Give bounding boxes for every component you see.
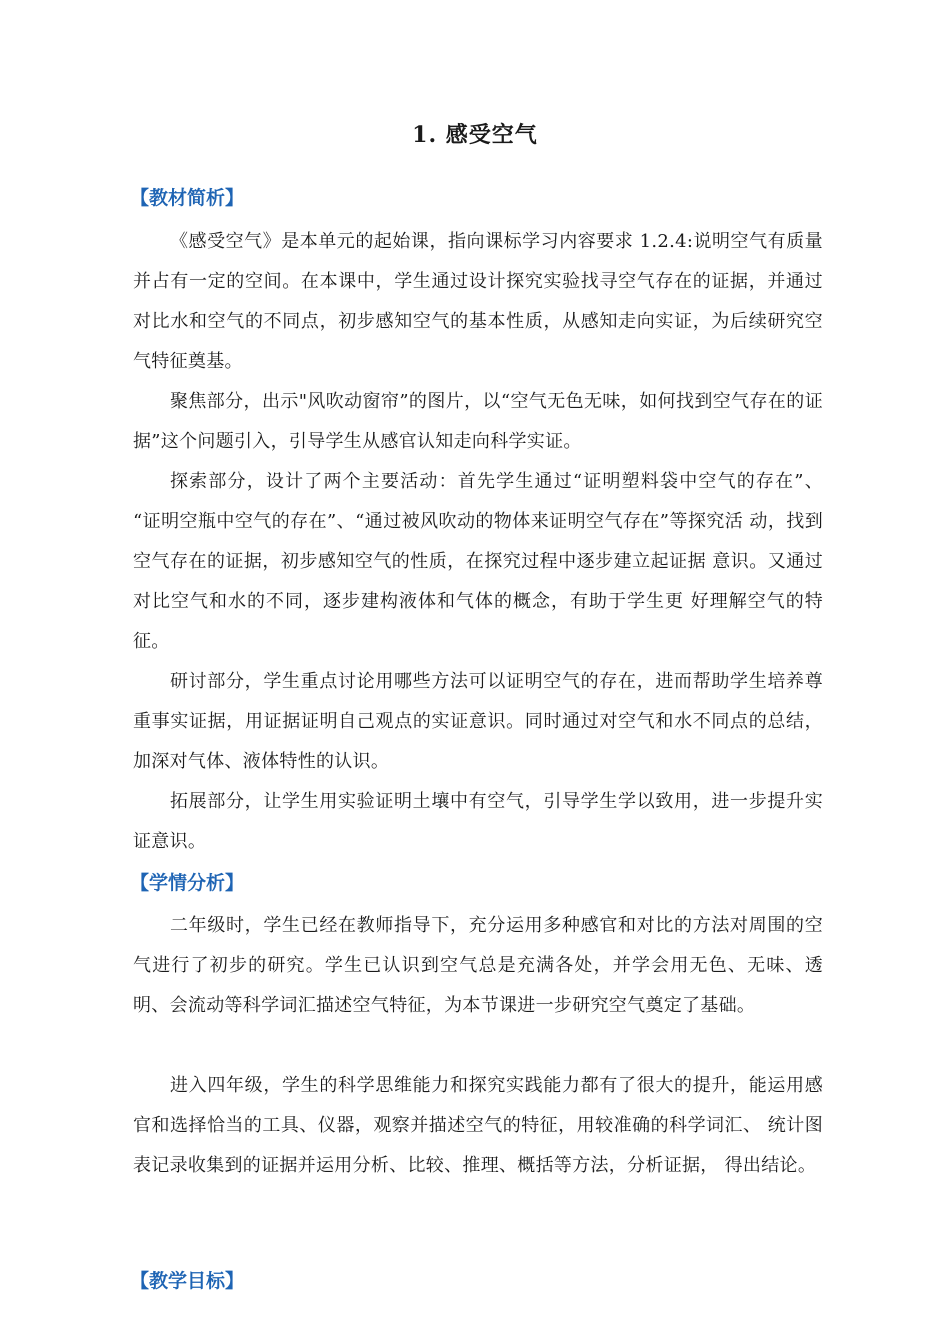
paragraph: 聚焦部分，出示"风吹动窗帘”的图片，以“空气无色无味，如何找到空气存在的证据”这个问题引入，引导学生从感官认知走向科学实证。 [133,391,823,452]
paragraph: 二年级时，学生已经在教师指导下，充分运用多种感官和对比的方法对周围的空气进行了初步的研究。学生已认识到空气总是充满各处，并学会用无色、无味、透明、会流动等科学词汇描述空气特征，为本节课进一步研究空气奠定了基础。 [133,915,823,1016]
section-heading-student-analysis: 【学情分析】 [130,872,245,894]
section-heading-teaching-goals: 【教学目标】 [130,1270,245,1292]
paragraph: 进入四年级，学生的科学思维能力和探究实践能力都有了很大的提升，能运用感官和选择恰当的工具、仪器，观察并描述空气的特征，用较准确的科学词汇、 统计图表记录收集到的证据并运用分析、比较、推理、概括等方法，分析证据， 得出结论。 [133,1075,823,1176]
paragraph: 《感受空气》是本单元的起始课，指向课标学习内容要求 1.2.4:说明空气有质量并占有一定的空间。在本课中，学生通过设计探究实验找寻空气存在的证据，并通过对比水和空气的不同点，初步感知空气的基本性质，从感知走向实证，为后续研究空气特征奠基。 [133,231,823,372]
paragraph: 探索部分，设计了两个主要活动：首先学生通过“证明塑料袋中空气的存在”、 “证明空瓶中空气的存在”、“通过被风吹动的物体来证明空气存在”等探究活 动，找到空气存在的证据，初步感知空气的性质，在探究过程中逐步建立起证据 意识。又通过对比空气和水的不同，逐步建构液体和气体的概念，有助于学生更 好理解空气的特征。 [133,471,823,652]
section-heading-textbook-analysis: 【教材简析】 [130,187,245,209]
paragraph: 研讨部分，学生重点讨论用哪些方法可以证明空气的存在，进而帮助学生培养尊重事实证据，用证据证明自己观点的实证意识。同时通过对空气和水不同点的总结，加深对气体、液体特性的认识。 [133,671,823,772]
paragraph: 拓展部分，让学生用实验证明土壤中有空气，引导学生学以致用，进一步提升实证意识。 [133,791,823,852]
page-title: 1. 感受空气 [412,122,538,148]
